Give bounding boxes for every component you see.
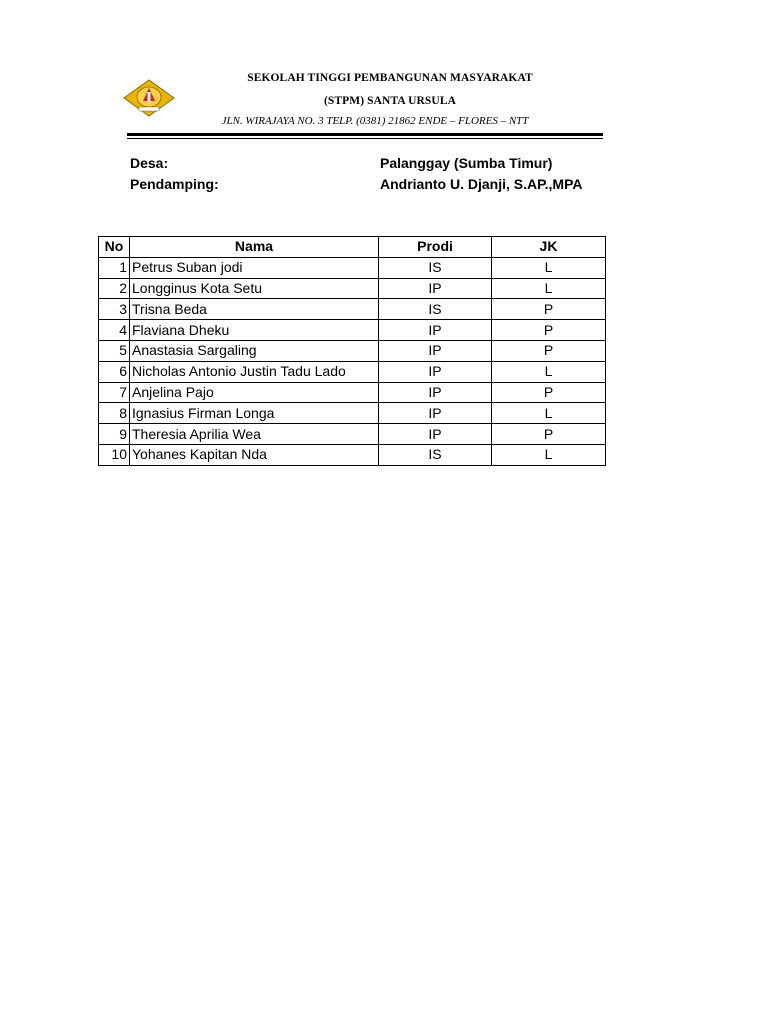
cell-nama: Flaviana Dheku <box>130 320 379 341</box>
header-no: No <box>99 237 130 258</box>
cell-jk: P <box>492 424 606 445</box>
cell-no: 6 <box>99 361 130 382</box>
cell-no: 9 <box>99 424 130 445</box>
cell-prodi: IP <box>379 340 492 361</box>
cell-no: 7 <box>99 382 130 403</box>
cell-no: 8 <box>99 403 130 424</box>
cell-prodi: IP <box>379 361 492 382</box>
table-row <box>99 361 606 382</box>
cell-nama: Theresia Aprilia Wea <box>130 424 379 445</box>
cell-nama: Longginus Kota Setu <box>130 278 379 299</box>
header-rule-thin <box>127 138 603 139</box>
cell-no: 3 <box>99 299 130 320</box>
cell-prodi: IP <box>379 403 492 424</box>
cell-jk: L <box>492 278 606 299</box>
cell-nama: Petrus Suban jodi <box>130 257 379 278</box>
cell-nama: Trisna Beda <box>130 299 379 320</box>
cell-jk: P <box>492 299 606 320</box>
cell-nama: Ignasius Firman Longa <box>130 403 379 424</box>
cell-no: 10 <box>99 444 130 465</box>
table-row <box>99 382 606 403</box>
cell-prodi: IP <box>379 320 492 341</box>
cell-jk: L <box>492 444 606 465</box>
cell-prodi: IP <box>379 278 492 299</box>
institution-name: SEKOLAH TINGGI PEMBANGUNAN MASYARAKAT <box>247 72 533 84</box>
cell-nama: Yohanes Kapitan Nda <box>130 444 379 465</box>
header-nama: Nama <box>130 237 379 258</box>
cell-prodi: IP <box>379 382 492 403</box>
cell-no: 4 <box>99 320 130 341</box>
cell-jk: L <box>492 361 606 382</box>
desa-value: Palanggay (Sumba Timur) <box>380 155 553 171</box>
header-prodi: Prodi <box>379 237 492 258</box>
cell-prodi: IS <box>379 444 492 465</box>
cell-no: 5 <box>99 340 130 361</box>
student-roster-table <box>98 236 606 466</box>
institution-abbreviation: (STPM) SANTA URSULA <box>323 95 457 107</box>
table-row <box>99 403 606 424</box>
table-row <box>99 257 606 278</box>
cell-nama: Anastasia Sargaling <box>130 340 379 361</box>
table-row <box>99 444 606 465</box>
cell-jk: L <box>492 257 606 278</box>
table-header-row <box>99 237 606 258</box>
header-jk: JK <box>492 237 606 258</box>
cell-jk: P <box>492 320 606 341</box>
cell-prodi: IS <box>379 257 492 278</box>
table-row <box>99 278 606 299</box>
cell-jk: L <box>492 403 606 424</box>
cell-jk: P <box>492 382 606 403</box>
table-row <box>99 320 606 341</box>
institution-logo-icon <box>123 79 175 117</box>
institution-address: JLN. WIRAJAYA NO. 3 TELP. (0381) 21862 ENDE – FLORES – NTT <box>221 115 529 127</box>
table-row <box>99 340 606 361</box>
cell-prodi: IP <box>379 424 492 445</box>
cell-nama: Anjelina Pajo <box>130 382 379 403</box>
cell-no: 2 <box>99 278 130 299</box>
table-row <box>99 424 606 445</box>
header-rule-thick <box>127 133 603 136</box>
cell-nama: Nicholas Antonio Justin Tadu Lado <box>130 361 379 382</box>
cell-jk: P <box>492 340 606 361</box>
cell-prodi: IS <box>379 299 492 320</box>
cell-no: 1 <box>99 257 130 278</box>
table-row <box>99 299 606 320</box>
pendamping-value: Andrianto U. Djanji, S.AP.,MPA <box>380 176 583 192</box>
desa-label: Desa: <box>130 155 169 171</box>
pendamping-label: Pendamping: <box>130 176 219 192</box>
